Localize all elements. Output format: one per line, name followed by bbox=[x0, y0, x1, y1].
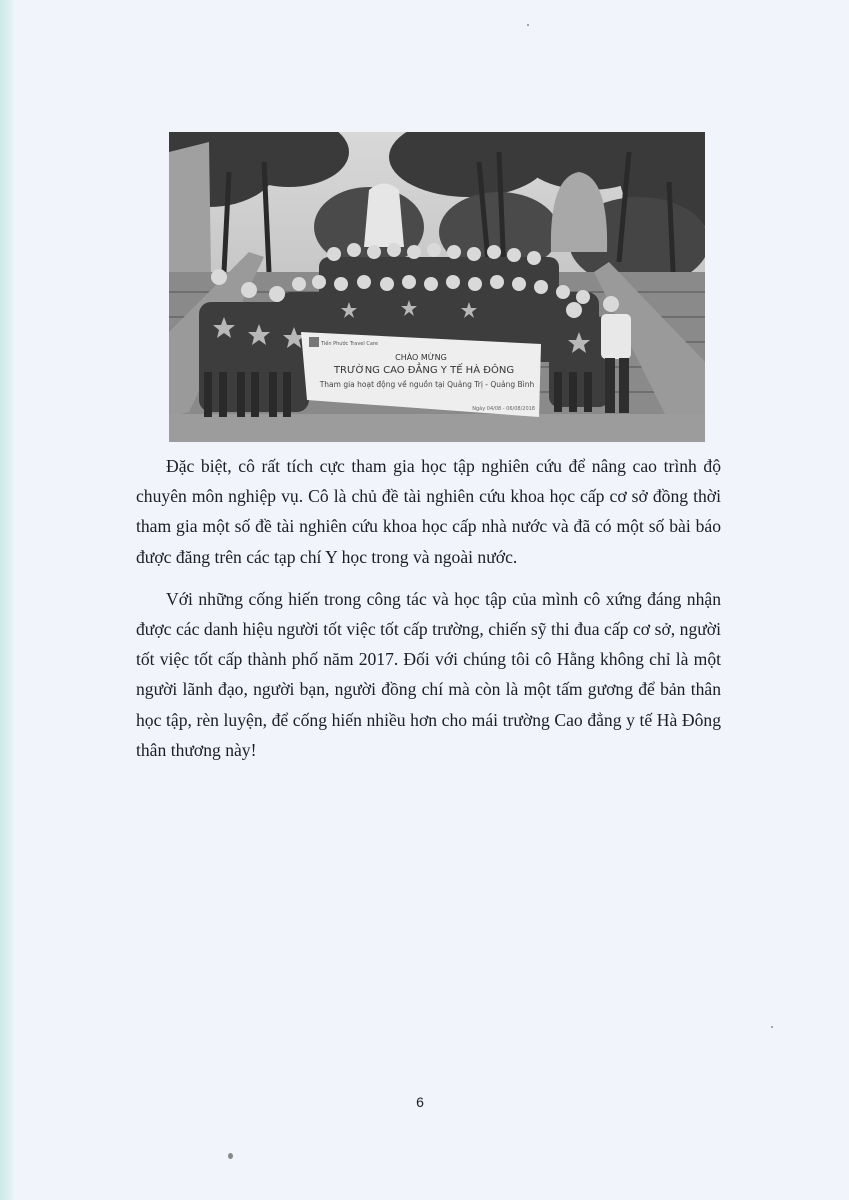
banner-subtitle: Tham gia hoạt động về nguồn tại Quảng Trị - Quảng Bình bbox=[319, 380, 535, 389]
banner-title: TRƯỜNG CAO ĐẲNG Y TẾ HÀ ĐÔNG bbox=[333, 365, 515, 376]
stone-relief-left bbox=[169, 142, 211, 282]
paragraph-2: Với những cống hiến trong công tác và học tập của mình cô xứng đáng nhận được các danh hiệu người tốt việc tốt cấp trường, chiến sỹ thi đua cấp cơ sở, người tốt việc tốt cấp thành phố năm 2017. Đối với chúng tôi cô Hằng không chỉ là một người lãnh đạo, người bạn, người đồng chí mà còn là một tấm gương để bản thân học tập, rèn luyện, để cống hiến nhiều hơn cho mái trường Cao đẳng y tế Hà Đông thân thương này! bbox=[136, 588, 721, 760]
scan-edge bbox=[0, 0, 14, 1200]
scan-speck bbox=[527, 24, 529, 26]
page-number: 6 bbox=[416, 1094, 424, 1110]
scan-speck bbox=[771, 1026, 773, 1028]
paragraph-1: Đặc biệt, cô rất tích cực tham gia học tập nghiên cứu để nâng cao trình độ chuyên môn nghiệp vụ. Cô là chủ đề tài nghiên cứu khoa học cấp cơ sở đồng thời tham gia một số đề tài nghiên cứu khoa học cấp nhà nước và đã có một số bài báo được đăng trên các tạp chí Y học trong và ngoài nước. bbox=[136, 456, 721, 567]
scan-speck bbox=[228, 1153, 233, 1159]
banner-date: Ngày 04/08 - 06/08/2018 bbox=[472, 406, 535, 412]
group-photo-illustration bbox=[169, 132, 705, 442]
body-text bbox=[136, 451, 721, 777]
banner-heading: CHÀO MỪNG bbox=[395, 353, 447, 362]
banner-logo-text: Tiến Phước Travel Care bbox=[321, 341, 378, 347]
group-photo bbox=[169, 132, 705, 442]
central-monument bbox=[364, 184, 404, 248]
